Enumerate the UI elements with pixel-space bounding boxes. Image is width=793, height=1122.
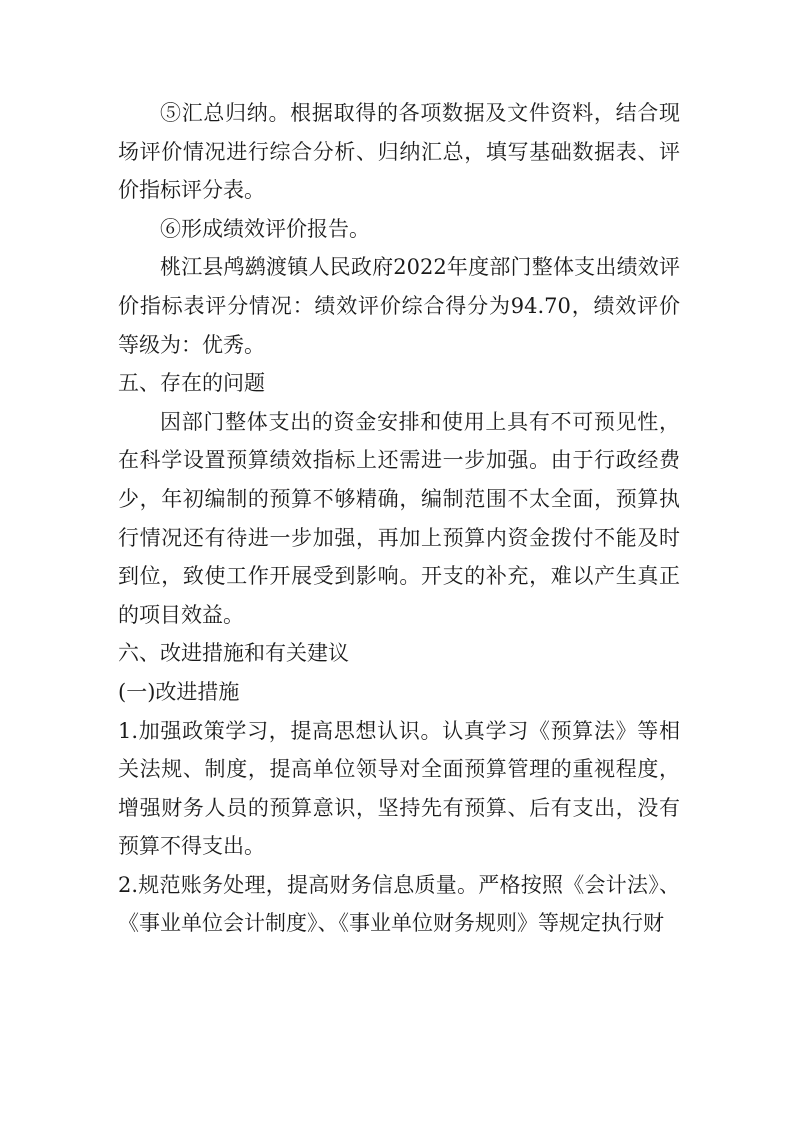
- section-heading-measures: 六、改进措施和有关建议: [118, 641, 349, 666]
- paragraph-score-result: 桃江县鸬鹚渡镇人民政府2022年度部门整体支出绩效评价指标表评分情况：绩效评价综合得分为94.70，绩效评价等级为：优秀。: [118, 255, 680, 357]
- list-item-measure-1: 1.加强政策学习，提高思想认识。认真学习《预算法》等相关法规、制度，提高单位领导对全面预算管理的重视程度，增强财务人员的预算意识，坚持先有预算、后有支出，没有预算不得支出。: [118, 718, 680, 859]
- subsection-heading-measures: (一)改进措施: [118, 679, 240, 704]
- paragraph-problems: 因部门整体支出的资金安排和使用上具有不可预见性，在科学设置预算绩效指标上还需进一步加强。由于行政经费少，年初编制的预算不够精确，编制范围不太全面，预算执行情况还有待进一步加强，再加上预算内资金拨付不能及时到位，致使工作开展受到影响。开支的补充，难以产生真正的项目效益。: [118, 409, 680, 627]
- section-heading-problems: 五、存在的问题: [118, 371, 265, 396]
- document-body: [118, 94, 680, 943]
- paragraph-summary-step: ⑤汇总归纳。根据取得的各项数据及文件资料，结合现场评价情况进行综合分析、归纳汇总，填写基础数据表、评价指标评分表。: [118, 101, 680, 203]
- list-item-measure-2: 2.规范账务处理，提高财务信息质量。严格按照《会计法》、《事业单位会计制度》、《事业单位财务规则》等规定执行财: [118, 872, 680, 936]
- paragraph-report-step: ⑥形成绩效评价报告。: [160, 216, 370, 241]
